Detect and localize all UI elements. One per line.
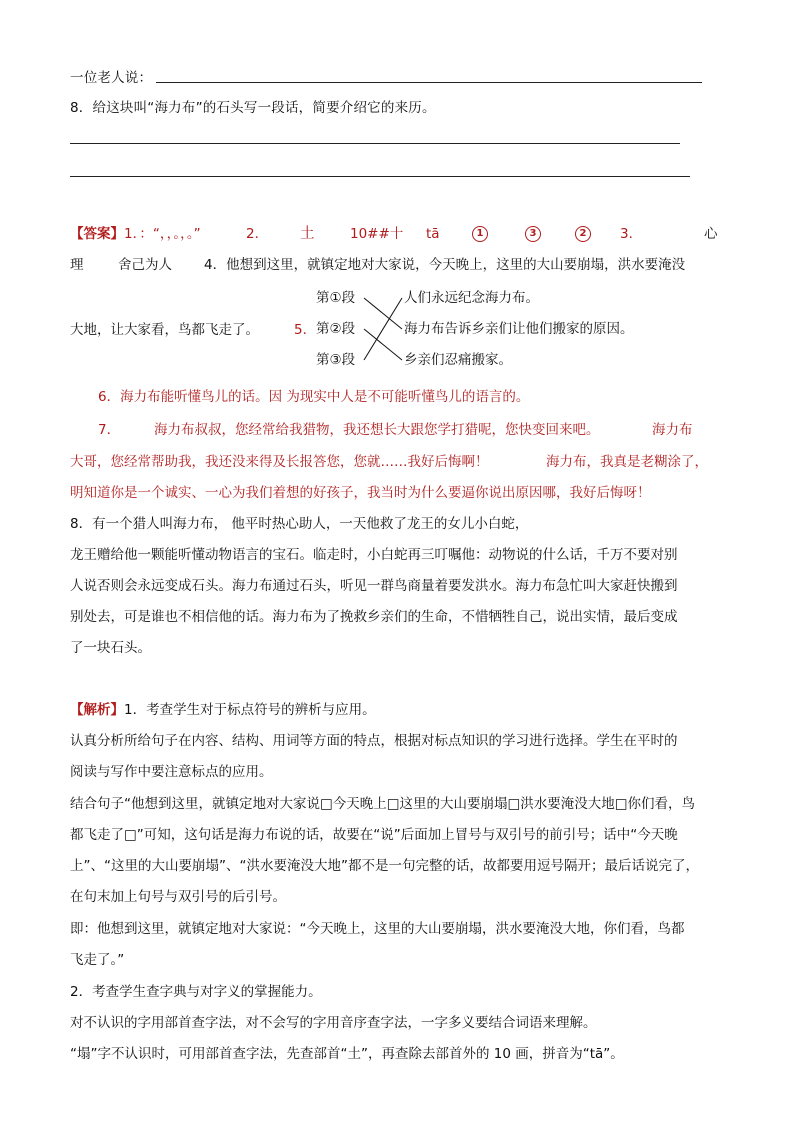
answer-7-num: 7． xyxy=(98,422,121,438)
analysis-line-5: 上”、“这里的大山要崩塌”、“洪水要淹没大地”都不是一句完整的话，故都要用逗号隔开；最后话说完了， xyxy=(70,858,699,874)
summary-2: 海力布告诉乡亲们让他们搬家的原因。 xyxy=(404,321,634,337)
answer-7-line-2a: 大哥，您经常帮助我，我还没来得及长报答您，您就……我好后悔啊！ xyxy=(70,454,489,470)
circled-number-1: 1 xyxy=(472,226,488,242)
analysis-line-2: 阅读与写作中要注意标点的应用。 xyxy=(70,764,273,780)
paragraph-3-label: 第③段 xyxy=(316,352,356,368)
paragraph-2-label: 第②段 xyxy=(316,321,356,337)
answer-7-part-1: 海力布叔叔，您经常给我猎物，我还想长大跟您学打猎呢，您快变回来吧。 xyxy=(154,422,600,438)
answer-4: 4．他想到这里，就镇定地对大家说，今天晚上，这里的大山要崩塌，洪水要淹没 xyxy=(204,257,686,273)
answer-2-radical: 土 xyxy=(300,226,315,242)
analysis-line-6: 在句末加上句号与双引号的后引号。 xyxy=(70,889,286,905)
answer-8-line-1: 8．有一个猎人叫海力布， 他平时热心助人，一天他救了龙王的女儿小白蛇， xyxy=(70,516,529,532)
answer-7-line-3: 明知道你是一个诚实、一心为我们着想的好孩子，我当时为什么要逼你说出原因哪，我好后悔呀！ xyxy=(70,485,651,501)
answer-8-line-2: 龙王赠给他一颗能听懂动物语言的宝石。临走时，小白蛇再三叮嘱他：动物说的什么话，千万不要对别 xyxy=(70,547,678,563)
analysis-line-10: 对不认识的字用部首查字法，对不会写的字用音序查字法，一字多义要结合词语来理解。 xyxy=(70,1015,597,1031)
match-line-3-to-1 xyxy=(364,298,402,360)
summary-1: 人们永远纪念海力布。 xyxy=(404,290,539,306)
answer-2-strokes: 10##十 xyxy=(350,226,404,242)
circled-number-2: 2 xyxy=(575,226,591,242)
question-8: 8．给这块叫“海力布”的石头写一段话，简要介绍它的来历。 xyxy=(70,100,436,116)
answer-8-line-5: 了一块石头。 xyxy=(70,640,151,656)
answer-underline xyxy=(156,82,702,83)
matching-diagram xyxy=(316,286,656,378)
analysis-line-8: 飞走了。” xyxy=(70,952,125,968)
matching-lines xyxy=(316,286,656,378)
summary-3: 乡亲们忍痛搬家。 xyxy=(404,352,512,368)
answer-7-part-2-start: 海力布 xyxy=(652,422,693,438)
answer-3-num: 3． xyxy=(620,226,643,242)
analysis-line-3: 结合句子“他想到这里，就镇定地对大家说□今天晚上□这里的大山要崩塌□洪水要淹没大地□你们看，鸟 xyxy=(70,796,696,812)
analysis-line-7: 即：他想到这里，就镇定地对大家说：“今天晚上，这里的大山要崩塌，洪水要淹没大地，你们看，鸟都 xyxy=(70,921,685,937)
match-line-2-to-3 xyxy=(364,329,402,360)
writing-line-1 xyxy=(70,143,680,144)
answer-8-line-3: 人说否则会永远变成石头。海力布通过石头，听见一群鸟商量着要发洪水。海力布急忙叫大家赶快搬到 xyxy=(70,578,678,594)
analysis-line-4: 都飞走了□”可知，这句话是海力布说的话，故要在“说”后面加上冒号与双引号的前引号；话中“今天晚 xyxy=(70,827,678,843)
writing-line-2 xyxy=(70,176,690,177)
paragraph-1-label: 第①段 xyxy=(316,290,356,306)
circled-number-3: 3 xyxy=(525,226,541,242)
answer-2-pinyin: tā xyxy=(426,226,440,242)
analysis-line-9: 2．考查学生查字典与对字义的掌握能力。 xyxy=(70,984,322,1000)
answer-3-second: 理 xyxy=(70,257,84,273)
answer-label: 【答案】1．：“，，。，。” xyxy=(70,226,201,242)
answer-7-line-2b: 海力布，我真是老糊涂了， xyxy=(546,454,708,470)
analysis-label: 【解析】1．考查学生对于标点符号的辨析与应用。 xyxy=(70,702,376,718)
match-line-1-to-2 xyxy=(364,298,402,329)
analysis-line-1: 认真分析所给句子在内容、结构、用词等方面的特点，根据对标点知识的学习进行选择。学生在平时的 xyxy=(70,733,678,749)
answer-3-third: 舍己为人 xyxy=(118,257,172,273)
answer-4-continued: 大地，让大家看，鸟都飞走了。 xyxy=(70,322,259,338)
answer-8-line-4: 别处去，可是谁也不相信他的话。海力布为了挽救乡亲们的生命，不惜牺牲自己，说出实情，最后变成 xyxy=(70,609,678,625)
old-man-label: 一位老人说： xyxy=(70,70,153,86)
answer-5-num: 5． xyxy=(294,322,317,338)
answer-6: 6．海力布能听懂鸟儿的话。因 为现实中人是不可能听懂鸟儿的语言的。 xyxy=(98,389,530,405)
analysis-line-11: “塌”字不认识时，可用部首查字法，先查部首“土”，再查除去部首外的 10 画，拼音为“tā”。 xyxy=(70,1046,624,1062)
answer-3-first: 心 xyxy=(704,226,718,242)
answer-2-num: 2． xyxy=(246,226,269,242)
